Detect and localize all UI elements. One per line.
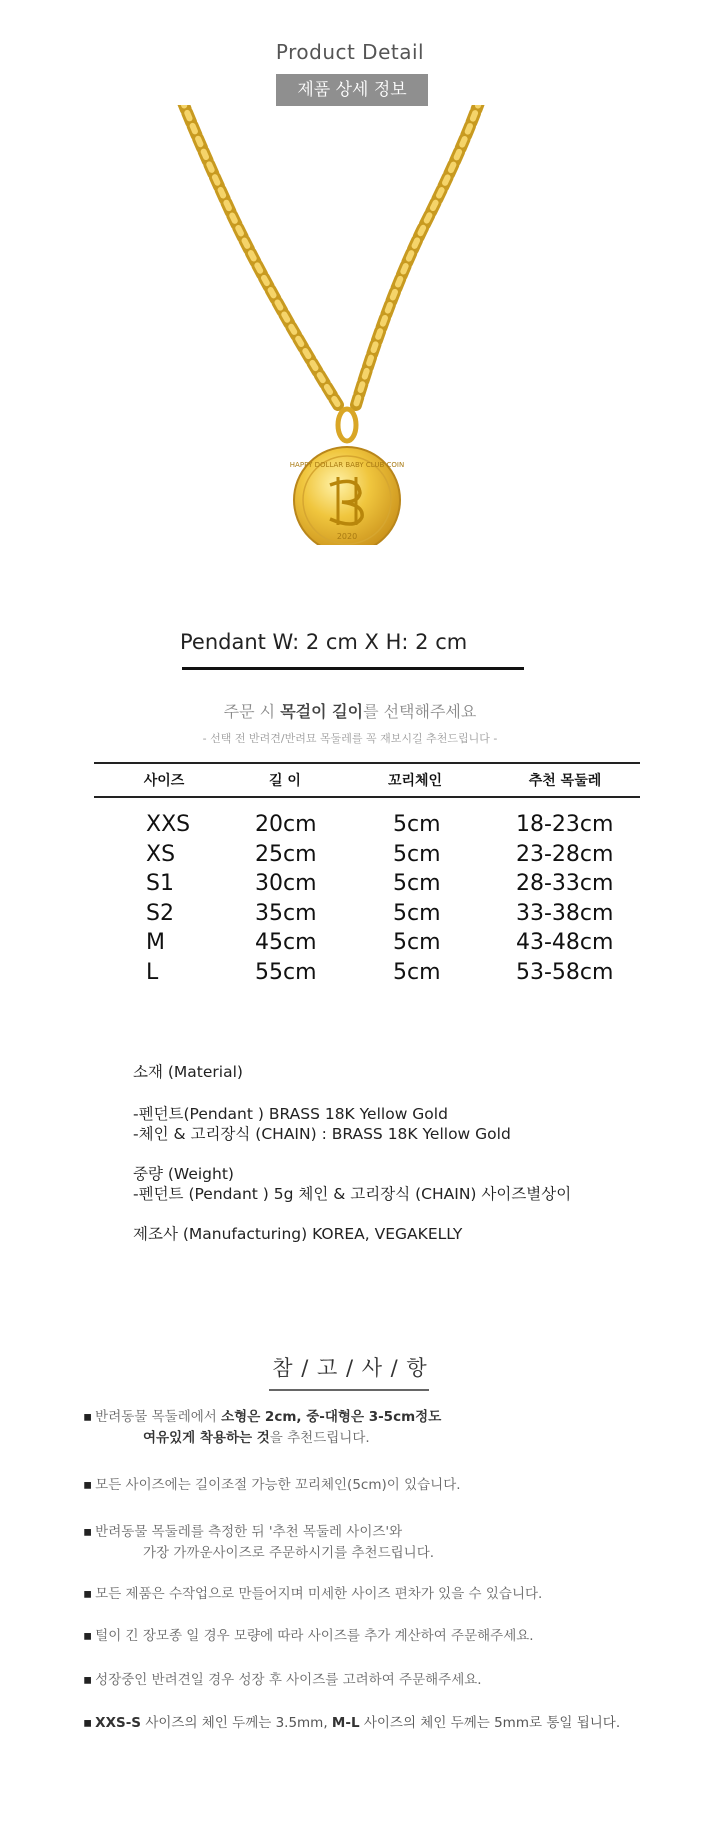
size-cell: XXS <box>146 812 191 837</box>
size-cell: L <box>146 959 159 985</box>
product-detail-badge: 제품 상세 정보 <box>276 74 428 106</box>
size-cell: M <box>146 930 165 955</box>
note-2: ▪ 모든 사이즈에는 길이조절 가능한 꼬리체인(5cm)이 있습니다. <box>83 1477 461 1493</box>
order-subnote: - 선택 전 반려견/반려묘 목둘레를 꼭 재보시길 추천드립니다 - <box>202 732 498 745</box>
manufacturer: 제조사 (Manufacturing) KOREA, VEGAKELLY <box>133 1225 463 1243</box>
tail-chain-cell: 5cm <box>393 959 441 985</box>
weight-detail: -펜던트 (Pendant ) 5g 체인 & 고리장식 (CHAIN) 사이즈별상이 <box>133 1185 572 1203</box>
length-cell: 25cm <box>255 841 317 867</box>
page-title: Product Detail <box>275 40 425 64</box>
col-header-length: 길 이 <box>269 773 301 789</box>
col-header-tail-chain: 꼬리체인 <box>387 773 443 789</box>
note-7: ▪ XXS-S 사이즈의 체인 두께는 3.5mm, M-L 사이즈의 체인 두께는 5mm로 통일 됩니다. <box>83 1715 621 1731</box>
material-chain: -체인 & 고리장식 (CHAIN) : BRASS 18K Yellow Gold <box>133 1125 511 1143</box>
material-pendant: -펜던트(Pendant ) BRASS 18K Yellow Gold <box>133 1105 448 1123</box>
col-header-neck: 추천 목둘레 <box>528 773 602 789</box>
tail-chain-cell: 5cm <box>393 900 441 926</box>
neck-cell: 18-23cm <box>516 812 614 837</box>
material-title: 소재 (Material) <box>133 1063 243 1081</box>
pendant-bail <box>338 409 356 441</box>
note-5: ▪ 털이 긴 장모종 일 경우 모량에 따라 사이즈를 추가 계산하여 주문해주세요. <box>83 1628 534 1644</box>
note-3: ▪ 반려동물 목둘레를 측정한 뒤 '추천 목둘레 사이즈'와 <box>83 1524 403 1540</box>
table-top-rule <box>94 762 640 764</box>
tail-chain-cell: 5cm <box>393 812 441 837</box>
size-cell: XS <box>146 841 176 867</box>
order-note: 주문 시 목걸이 길이를 선택해주세요 <box>223 702 477 721</box>
dimensions-underline <box>182 667 524 670</box>
length-cell: 55cm <box>255 959 317 985</box>
neck-cell: 53-58cm <box>516 959 614 985</box>
col-header-size: 사이즈 <box>143 773 185 789</box>
product-photo <box>160 105 550 545</box>
size-cell: S1 <box>146 871 174 896</box>
neck-cell: 43-48cm <box>516 930 614 955</box>
neck-cell: 33-38cm <box>516 900 614 926</box>
length-cell: 45cm <box>255 930 317 955</box>
tail-chain-cell: 5cm <box>393 841 441 867</box>
length-cell: 35cm <box>255 900 317 926</box>
reference-title: 참 / 고 / 사 / 항 <box>272 1356 428 1380</box>
note-6: ▪ 성장중인 반려견일 경우 성장 후 사이즈를 고려하여 주문해주세요. <box>83 1672 482 1688</box>
note-1-cont: 여유있게 착용하는 것을 추천드립니다. <box>143 1430 370 1446</box>
coin-pendant <box>290 447 404 545</box>
note-4: ▪ 모든 제품은 수작업으로 만들어지며 미세한 사이즈 편차가 있을 수 있습니다. <box>83 1586 543 1602</box>
tail-chain-cell: 5cm <box>393 871 441 896</box>
tail-chain-cell: 5cm <box>393 930 441 955</box>
note-3-cont: 가장 가까운사이즈로 주문하시기를 추천드립니다. <box>143 1545 435 1561</box>
note-1: ▪ 반려동물 목둘레에서 소형은 2cm, 중-대형은 3-5cm정도 <box>83 1409 442 1425</box>
neck-cell: 28-33cm <box>516 871 614 896</box>
pendant-dimensions: Pendant W: 2 cm X H: 2 cm <box>180 630 468 654</box>
weight-title: 중량 (Weight) <box>133 1165 234 1183</box>
coin-engraving-bottom: 2020 <box>336 532 358 541</box>
reference-underline <box>269 1389 429 1391</box>
length-cell: 20cm <box>255 812 317 837</box>
size-cell: S2 <box>146 900 174 926</box>
coin-engraving-top: HAPPY DOLLAR BABY CLUB COIN <box>289 461 405 469</box>
table-header-rule <box>94 796 640 798</box>
length-cell: 30cm <box>255 871 317 896</box>
neck-cell: 23-28cm <box>516 841 614 867</box>
